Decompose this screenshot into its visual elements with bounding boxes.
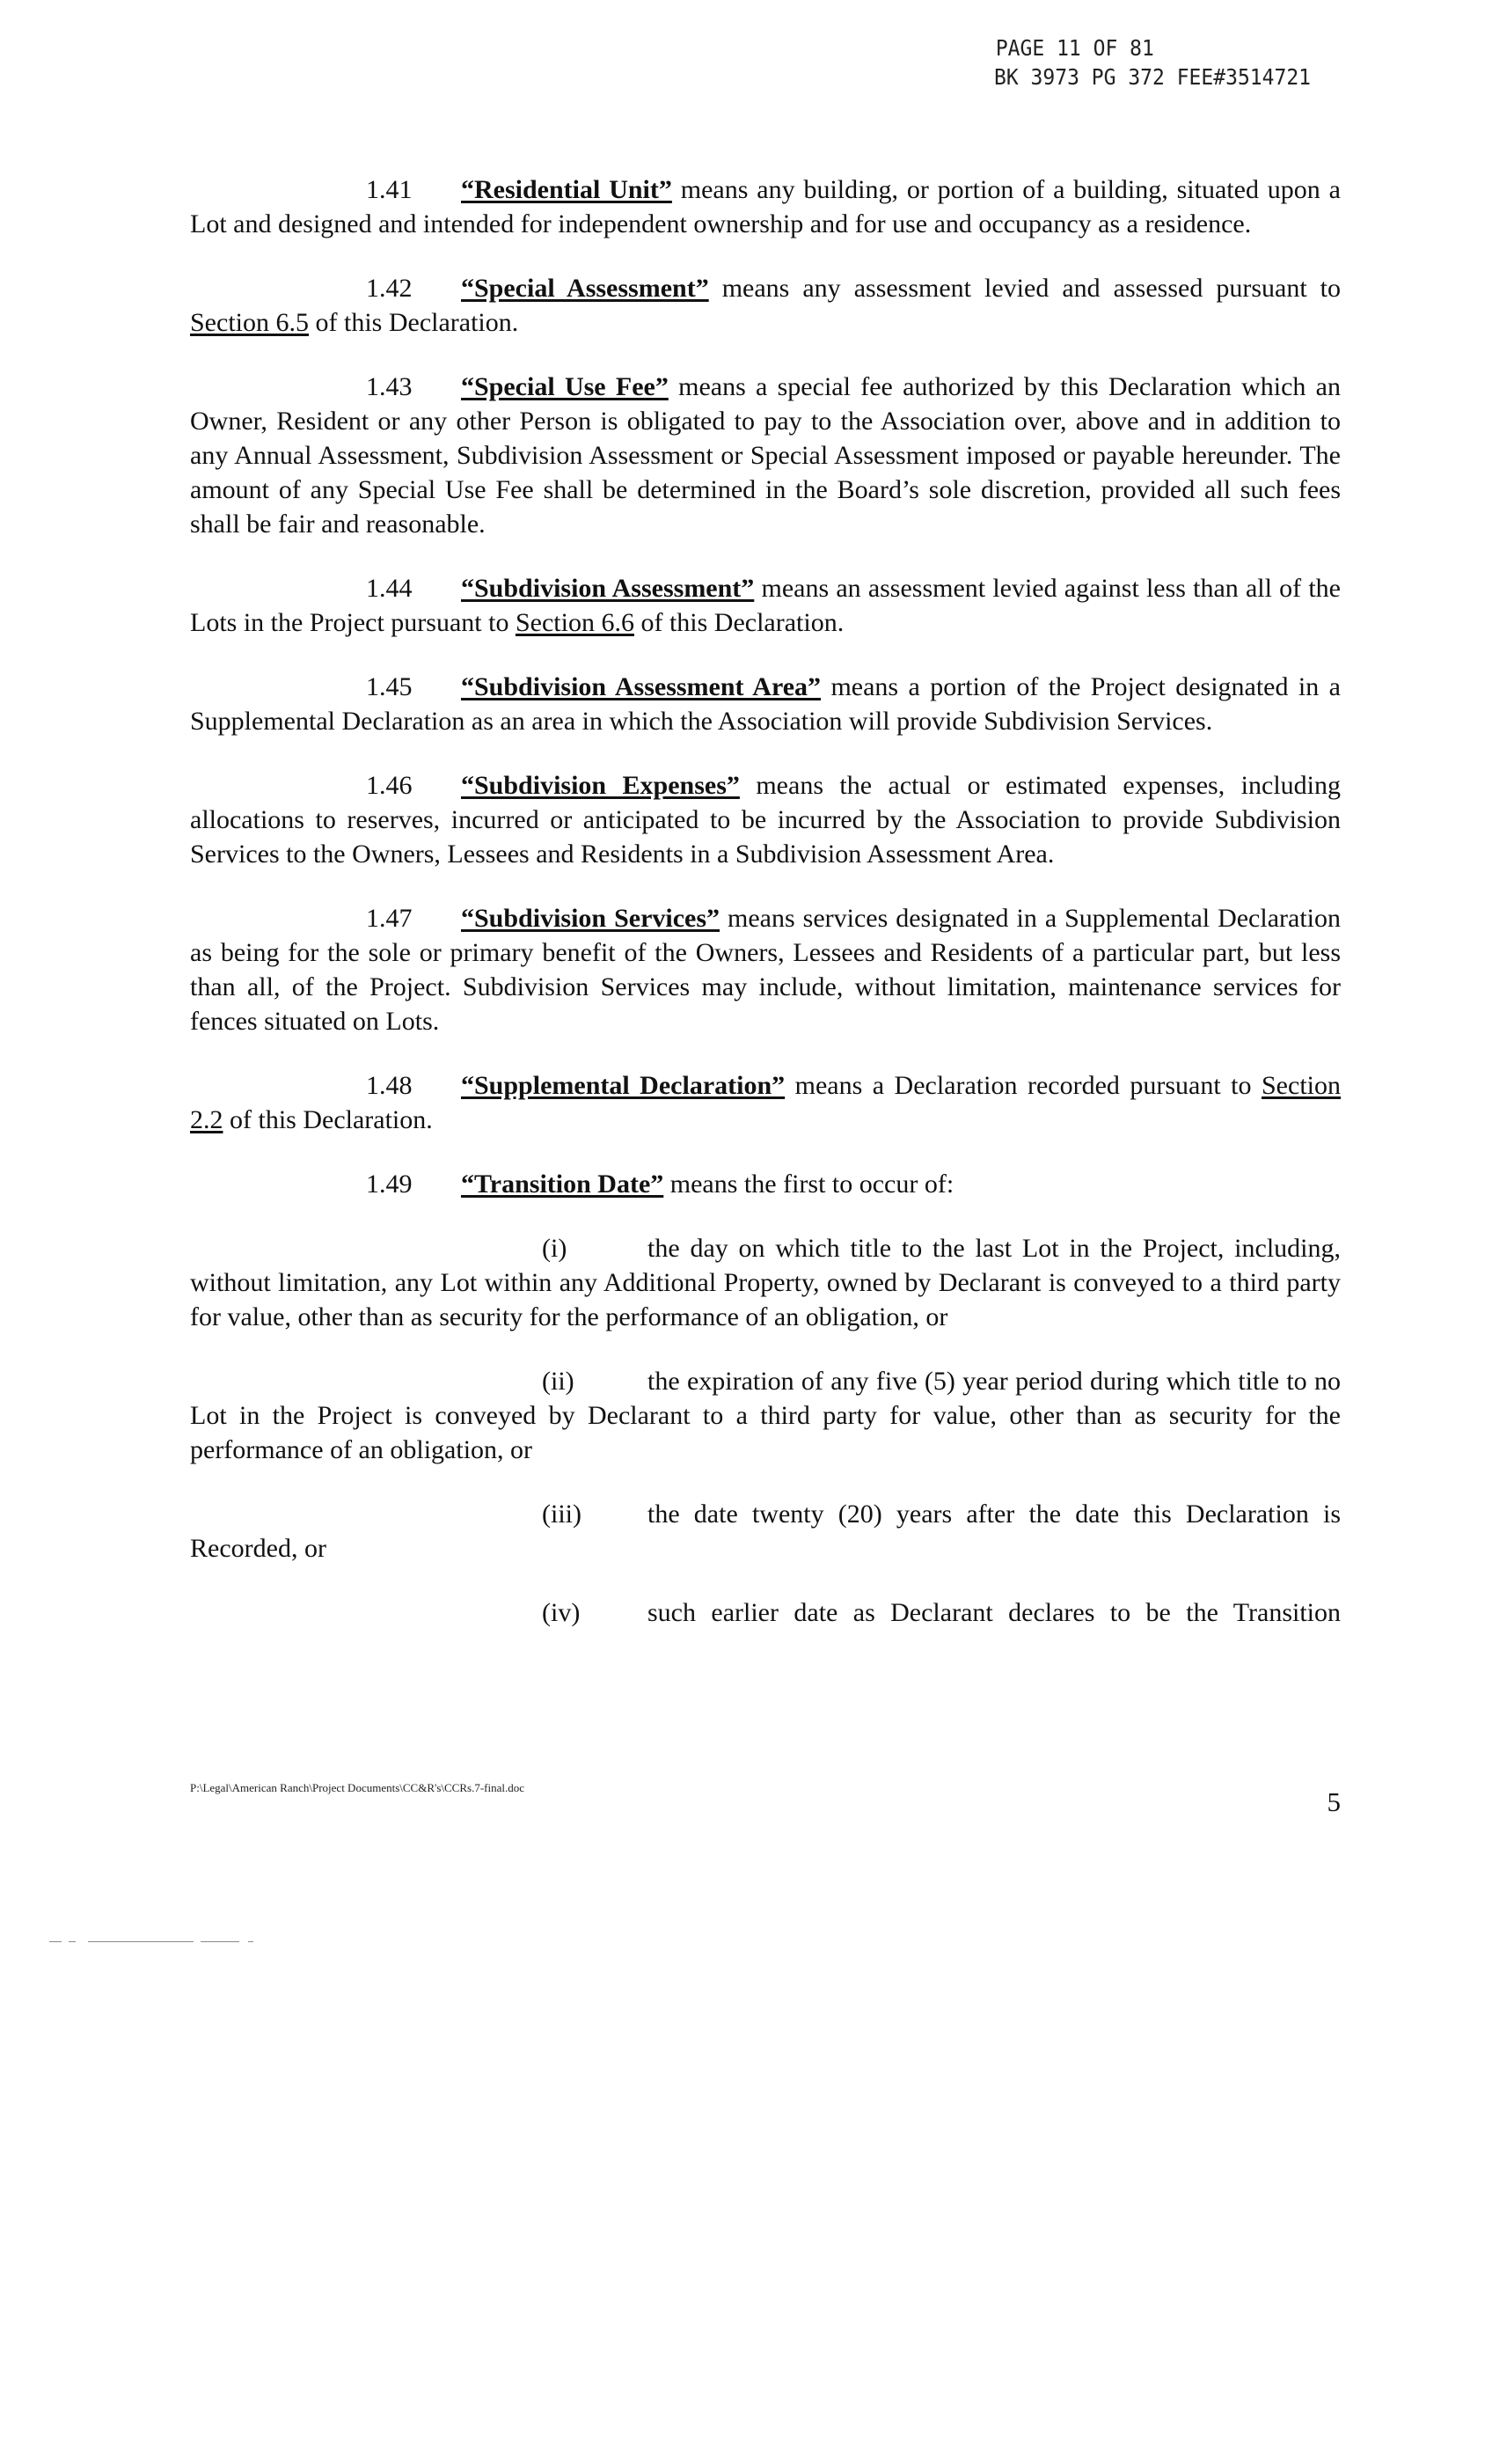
section-text-end: of this Declaration.	[223, 1105, 433, 1134]
item-text: the date twenty (20) years after the date this Declaration is	[647, 1500, 1341, 1529]
item-numeral: (ii)	[542, 1367, 574, 1396]
defined-term: “Subdivision Expenses”	[461, 771, 740, 800]
section-number: 1.41	[366, 175, 413, 204]
section-text: means the first to occur of:	[663, 1170, 954, 1199]
item-ii	[190, 1364, 1341, 1467]
item-numeral: (iv)	[542, 1598, 581, 1627]
section-1-41	[190, 172, 1341, 241]
item-numeral: (iii)	[542, 1500, 581, 1529]
section-number: 1.46	[366, 771, 413, 800]
recording-stamp	[994, 33, 1311, 92]
section-1-46	[190, 768, 1341, 871]
section-text: means the actual or estimated expenses, including allocations to reserves, incurred or anticipated to be incurred by the Association to provide Subdivision Services to the Owners, Lessees and Residents in a Subdivision Assessment Area.	[190, 771, 1341, 869]
section-number: 1.42	[366, 274, 413, 303]
item-i	[190, 1231, 1341, 1334]
section-reference: Section 2.2	[190, 1071, 1341, 1134]
section-number: 1.45	[366, 672, 413, 701]
page-number: 5	[1327, 1786, 1341, 1817]
section-text: means a special fee authorized by this Declaration which an Owner, Resident or any other Person is obligated to pay to the Association over, above and in addition to any Annual Assessment, Subdivision Assessment or Special Assessment imposed or payable hereunder. The amount of any Special Use Fee shall be determined in the Board’s sole discretion, provided all such fees shall be fair and reasonable.	[190, 372, 1342, 539]
defined-term: “Transition Date”	[461, 1170, 664, 1199]
section-text: means a portion of the Project designated in a Supplemental Declaration as an area in which the Association will provide Subdivision Services.	[190, 672, 1341, 736]
section-number: 1.48	[366, 1071, 413, 1100]
section-number: 1.43	[366, 372, 413, 401]
defined-term: “Special Use Fee”	[461, 372, 669, 401]
section-text: means an assessment levied against less than all of the Lots in the Project pursuant to	[190, 574, 1341, 637]
item-text: the day on which title to the last Lot in the Project, including, without limitation, any Lot within any Additional Property, owned by Declarant is conveyed to a third party for value, other than as security for the performance of an obligation, or	[190, 1234, 1341, 1331]
section-1-45	[190, 670, 1341, 738]
item-text: the expiration of any five (5) year period during which title to no Lot in the Project is conveyed by Declarant to a third party for value, other than as security for the performance of an obligation, or	[190, 1367, 1341, 1464]
section-1-42	[190, 271, 1341, 340]
defined-term: “Subdivision Assessment”	[461, 574, 755, 603]
file-path: P:\Legal\American Ranch\Project Documents\CC&R's\CCRs.7-final.doc	[190, 1781, 525, 1794]
item-iv	[190, 1595, 1341, 1630]
defined-term: “Special Assessment”	[461, 274, 709, 303]
section-number: 1.49	[366, 1170, 413, 1199]
defined-term: “Subdivision Assessment Area”	[461, 672, 822, 701]
section-text-end: of this Declaration.	[633, 608, 845, 637]
section-reference: Section 6.5	[190, 308, 309, 337]
defined-term: “Residential Unit”	[461, 175, 672, 204]
section-1-49	[190, 1167, 1341, 1201]
section-text: means any assessment levied and assessed pursuant to	[708, 274, 1341, 303]
item-iii	[190, 1497, 1341, 1566]
section-text: means any building, or portion of a building, situated upon a Lot and designed and intended for independent ownership and for use and occupancy as a residence.	[190, 175, 1341, 238]
item-text-continued: Recorded, or	[190, 1534, 326, 1563]
section-1-43	[190, 370, 1341, 541]
section-text: means services designated in a Supplemental Declaration as being for the sole or primary benefit of the Owners, Lessees and Residents of a particular part, but less than all, of the Project. Subdivision Services may include, without limitation, maintenance services for fences situated on Lots.	[190, 904, 1341, 1036]
section-number: 1.44	[366, 574, 413, 603]
stamp-book-line: BK 3973 PG 372 FEE#3514721	[994, 64, 1312, 90]
item-numeral: (i)	[542, 1234, 567, 1263]
section-1-48	[190, 1068, 1341, 1137]
stamp-page-line: PAGE 11 OF 81	[995, 35, 1154, 61]
document-body	[190, 172, 1341, 1660]
section-1-47	[190, 901, 1341, 1038]
section-reference: Section 6.6	[515, 608, 634, 637]
section-1-44	[190, 571, 1341, 640]
page-footer	[190, 1779, 1341, 1815]
scan-artifact-line	[49, 1941, 260, 1945]
defined-term: “Subdivision Services”	[461, 904, 720, 933]
item-text: such earlier date as Declarant declares to be the Transition	[647, 1598, 1341, 1627]
section-text: means a Declaration recorded pursuant to	[785, 1071, 1262, 1100]
section-number: 1.47	[366, 904, 413, 933]
defined-term: “Supplemental Declaration”	[461, 1071, 786, 1100]
section-text-end: of this Declaration.	[309, 308, 519, 337]
